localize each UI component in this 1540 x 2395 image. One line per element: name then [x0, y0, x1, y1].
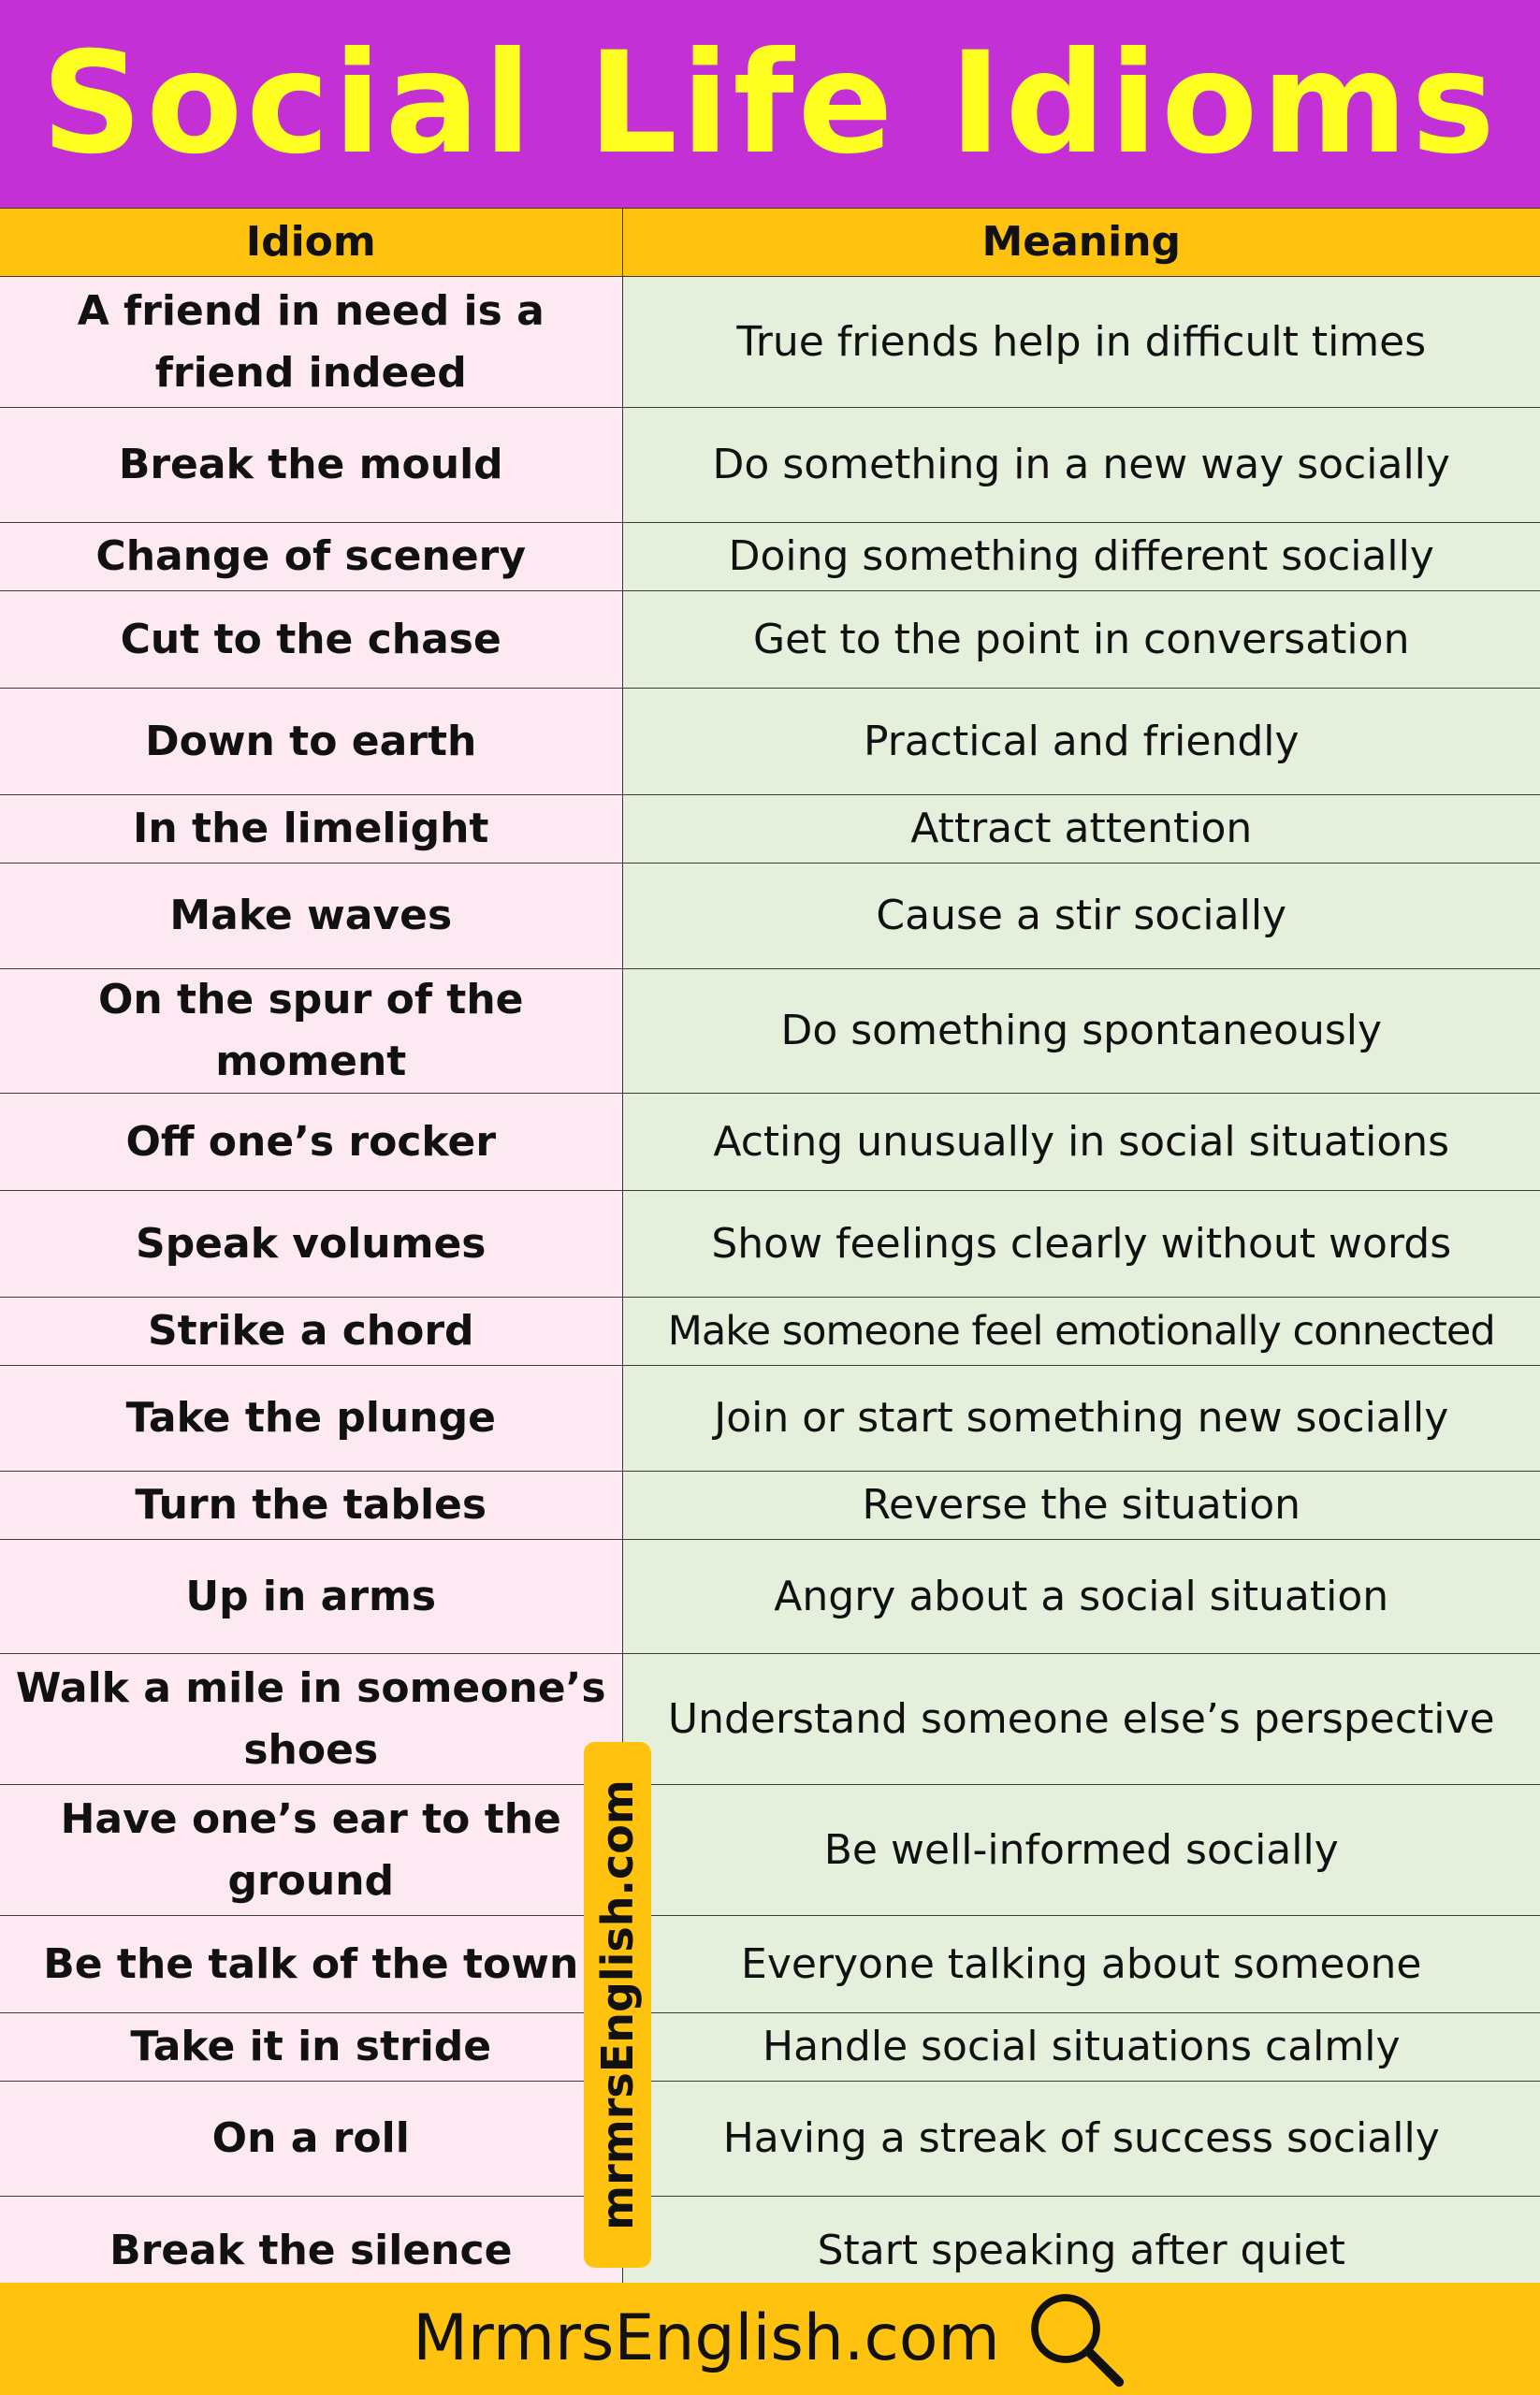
meaning-cell: Having a streak of success socially: [622, 2082, 1540, 2197]
meaning-cell: Reverse the situation: [622, 1472, 1540, 1540]
footer-bar: [0, 2283, 1540, 2395]
meaning-cell: Cause a stir socially: [622, 864, 1540, 969]
meaning-cell: Show feelings clearly without words: [622, 1191, 1540, 1298]
idiom-cell: Down to earth: [0, 689, 622, 795]
idiom-cell: Speak volumes: [0, 1191, 622, 1298]
idiom-cell: Up in arms: [0, 1540, 622, 1654]
idiom-cell: A friend in need is a friend indeed: [0, 277, 622, 408]
meaning-cell: Join or start something new socially: [622, 1366, 1540, 1472]
title-bar: [0, 0, 1540, 208]
idiom-cell: Cut to the chase: [0, 591, 622, 689]
idiom-cell: Strike a chord: [0, 1298, 622, 1366]
meaning-cell: Get to the point in conversation: [622, 591, 1540, 689]
idiom-cell: Have one’s ear to the ground: [0, 1785, 622, 1916]
search-icon: [1024, 2287, 1127, 2390]
footer-site-text: MrmrsEnglish.com: [413, 2301, 1000, 2375]
table-row: [0, 795, 1540, 864]
meaning-cell: Understand someone else’s perspective: [622, 1654, 1540, 1785]
meaning-cell: Acting unusually in social situations: [622, 1094, 1540, 1191]
meaning-cell: Do something spontaneously: [622, 969, 1540, 1094]
column-header-meaning: Meaning: [622, 209, 1540, 277]
idiom-cell: Off one’s rocker: [0, 1094, 622, 1191]
meaning-cell: Doing something different socially: [622, 523, 1540, 591]
table-row: [0, 1916, 1540, 2013]
table-row: [0, 591, 1540, 689]
watermark-text: mrmrsEnglish.com: [592, 1779, 643, 2230]
idiom-cell: Take it in stride: [0, 2013, 622, 2082]
table-row: [0, 1094, 1540, 1191]
idiom-cell: Change of scenery: [0, 523, 622, 591]
watermark-badge: [584, 1742, 651, 2268]
meaning-cell: True friends help in difficult times: [622, 277, 1540, 408]
meaning-cell: Attract attention: [622, 795, 1540, 864]
idiom-cell: Break the mould: [0, 408, 622, 523]
table-row: [0, 1366, 1540, 1472]
table-row: [0, 1785, 1540, 1916]
table-header-row: [0, 209, 1540, 277]
table-row: [0, 408, 1540, 523]
idiom-cell: On a roll: [0, 2082, 622, 2197]
meaning-cell: Handle social situations calmly: [622, 2013, 1540, 2082]
meaning-cell: Make someone feel emotionally connected: [622, 1298, 1540, 1366]
idiom-cell: Turn the tables: [0, 1472, 622, 1540]
table-row: [0, 1540, 1540, 1654]
table-row: [0, 969, 1540, 1094]
meaning-cell: Be well-informed socially: [622, 1785, 1540, 1916]
column-header-idiom: Idiom: [0, 209, 622, 277]
page-title: Social Life Idioms: [41, 22, 1499, 185]
table-row: [0, 523, 1540, 591]
table-row: [0, 864, 1540, 969]
idiom-cell: Make waves: [0, 864, 622, 969]
idioms-table: [0, 208, 1540, 2306]
table-row: [0, 1472, 1540, 1540]
meaning-cell: Practical and friendly: [622, 689, 1540, 795]
idiom-cell: On the spur of the moment: [0, 969, 622, 1094]
idiom-cell: Take the plunge: [0, 1366, 622, 1472]
table-row: [0, 1654, 1540, 1785]
table-row: [0, 689, 1540, 795]
meaning-cell: Everyone talking about someone: [622, 1916, 1540, 2013]
idiom-cell: Walk a mile in someone’s shoes: [0, 1654, 622, 1785]
table-row: [0, 2082, 1540, 2197]
meaning-cell: Angry about a social situation: [622, 1540, 1540, 1654]
idiom-cell: In the limelight: [0, 795, 622, 864]
meaning-cell: Do something in a new way socially: [622, 408, 1540, 523]
table-row: [0, 1298, 1540, 1366]
idiom-cell: Be the talk of the town: [0, 1916, 622, 2013]
meaning-cell: Start speaking after quiet: [622, 2197, 1540, 2306]
idiom-cell: Break the silence: [0, 2197, 622, 2306]
table-row: [0, 2013, 1540, 2082]
table-row: [0, 277, 1540, 408]
table-row: [0, 1191, 1540, 1298]
